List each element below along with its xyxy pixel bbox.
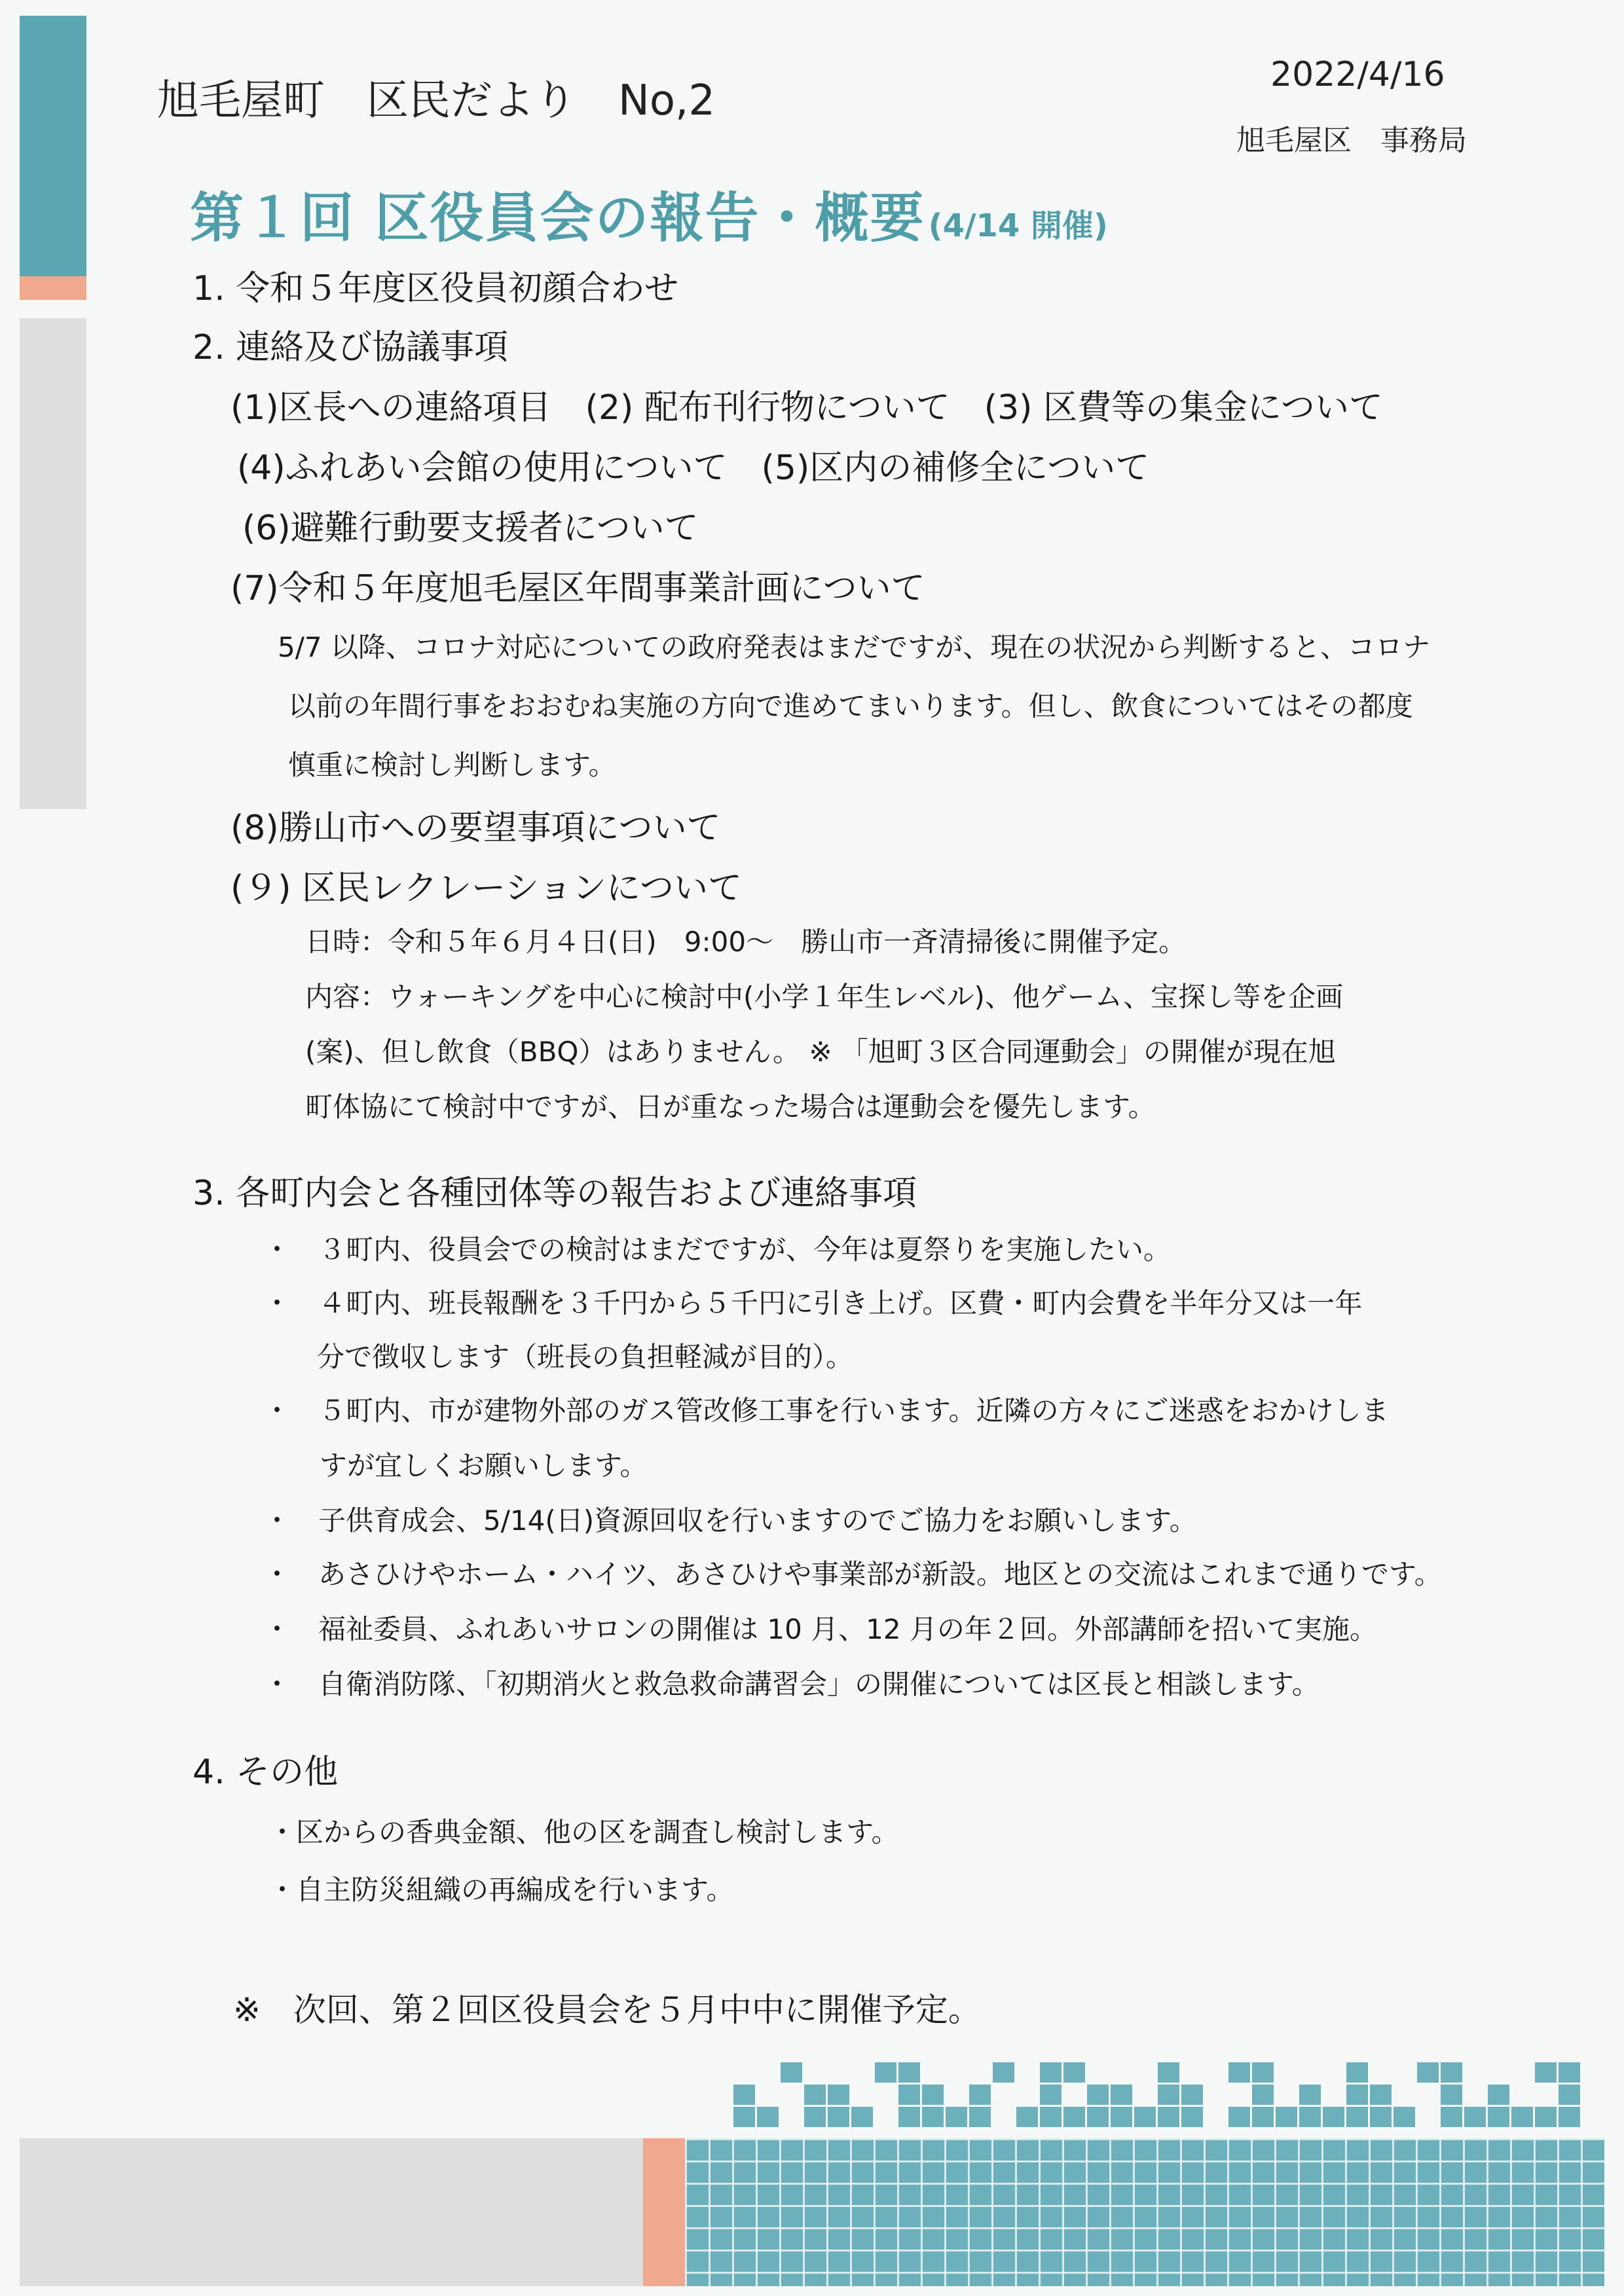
pixel-square [1181,2085,1203,2105]
pixel-square [828,2107,849,2127]
section-2-items-line-2: (4)ふれあい会館の使用について (5)区内の補修全について [237,448,1150,488]
pixel-square [1252,2107,1274,2127]
section-3-bullet-1: ・ ３町内、役員会での検討はまだですが、今年は夏祭りを実施したい。 [263,1233,1172,1266]
pixel-square [1299,2085,1321,2105]
section-3-heading: 3. 各町内会と各種団体等の報告および連絡事項 [193,1174,917,1213]
issue-date: 2022/4/16 [1270,55,1445,94]
pixel-square [733,2085,755,2105]
section-4-heading: 4. その他 [193,1753,339,1792]
pixel-square [1040,2062,1061,2083]
item-9-content-1: 内容：ウォーキングを中心に検討中(小学１年生レベル)、他ゲーム、宝探し等を企画 [305,981,1344,1013]
section-1-heading: 1. 令和５年度区役員初顔合わせ [193,269,679,308]
pixel-square [922,2085,944,2105]
pixel-square [1040,2085,1061,2105]
pixel-square [1276,2107,1297,2127]
pixel-square [1559,2107,1580,2127]
pixel-square [1323,2107,1344,2127]
pixel-square [757,2107,779,2127]
pixel-square [733,2107,755,2127]
pixel-square [1393,2107,1415,2127]
pixel-square [1181,2107,1203,2127]
item-7-text-1: 5/7 以降、コロナ対応についての政府発表はまだですが、現在の状況から判断すると、コロナ [278,631,1431,663]
section-4-bullet-1: ・区からの香典金額、他の区を調査し検討します。 [268,1816,899,1848]
pixel-square [1559,2062,1580,2083]
section-3-bullet-7: ・ 自衛消防隊、「初期消火と救急救命講習会」の開催については区長と相談します。 [263,1668,1320,1700]
pixel-square [804,2085,826,2105]
pixel-square [898,2085,920,2105]
item-7-text-3: 慎重に検討し判断します。 [288,749,616,781]
section-3-bullet-4: ・ 子供育成会、5/14(日)資源回収を行いますのでご協力をお願いします。 [263,1504,1197,1537]
pixel-square [1063,2107,1085,2127]
pixel-square [1346,2107,1368,2127]
page-title-date: (4/14 開催) [928,208,1108,244]
section-2-items-line-3: (6)避難行動要支援者について [242,509,699,548]
pixel-square [1441,2085,1462,2105]
pixel-square [1535,2062,1557,2083]
pixel-square [1464,2107,1486,2127]
pixel-square [1441,2107,1462,2127]
pixel-square [922,2107,944,2127]
pixel-square [898,2062,920,2083]
pixel-square [1488,2107,1509,2127]
section-3-bullet-5: ・ あさひけやホーム・ハイツ、あさひけや事業部が新設。地区との交流はこれまで通りです。 [263,1558,1442,1590]
pixel-square [1346,2062,1368,2083]
issuing-office: 旭毛屋区 事務局 [1236,124,1467,157]
footer-bar-grey [20,2138,643,2286]
section-3-bullet-3-cont: すが宜しくお願いします。 [320,1449,648,1482]
pixel-square [993,2062,1014,2083]
page-title-group [190,175,1108,252]
pixel-square [1346,2085,1368,2105]
pixel-square [969,2107,991,2127]
side-stripe-teal [20,16,86,276]
pixel-square [1111,2085,1132,2105]
footer-grid-pattern [685,2138,1604,2286]
pixel-square [1488,2085,1509,2105]
section-4-bullet-2: ・自主防災組織の再編成を行います。 [268,1874,734,1906]
page-title: 第１回 区役員会の報告・概要 [190,187,925,249]
pixel-square [1087,2107,1109,2127]
pixel-square [1087,2085,1109,2105]
pixel-square [1040,2107,1061,2127]
pixel-square [1016,2107,1038,2127]
pixel-square [851,2107,873,2127]
footer-bar-salmon [643,2138,685,2286]
item-9-datetime: 日時：令和５年６月４日(日) 9:00～ 勝山市一斉清掃後に開催予定。 [305,926,1187,958]
pixel-square [1063,2062,1085,2083]
pixel-square [1158,2107,1179,2127]
section-2-item-9: (９) 区民レクレーションについて [231,869,742,908]
pixel-square [1252,2085,1274,2105]
pixel-square [1559,2085,1580,2105]
pixel-square [875,2062,896,2083]
section-2-items-line-1: (1)区長への連絡項目 (2) 配布刊行物について (3) 区費等の集金について [231,388,1383,428]
item-7-text-2: 以前の年間行事をおおむね実施の方向で進めてまいります。但し、飲食についてはその都度 [288,690,1413,722]
section-2-heading: 2. 連絡及び協議事項 [193,328,509,367]
section-3-bullet-2: ・ ４町内、班長報酬を３千円から５千円に引き上げ。区費・町内会費を半年分又は一年 [263,1287,1363,1319]
side-stripe-salmon [20,276,86,300]
section-3-bullet-3: ・ ５町内、市が建物外部のガス管改修工事を行います。近隣の方々にご迷惑をおかけしま [263,1394,1389,1427]
item-9-content-3: 町体協にて検討中ですが、日が重なった場合は運動会を優先します。 [305,1091,1156,1123]
pixel-square [898,2107,920,2127]
pixel-square [1417,2062,1439,2083]
pixel-square [1252,2062,1274,2083]
side-stripe-grey [20,318,86,809]
pixel-square [1370,2107,1392,2127]
section-3-bullet-2-cont: 分で徴収します（班長の負担軽減が目的）。 [317,1341,854,1373]
pixel-square [969,2085,991,2105]
pixel-square [781,2062,802,2083]
pixel-square [1511,2107,1533,2127]
pixel-square [1441,2062,1462,2083]
pixel-square [1158,2085,1179,2105]
pixel-square [804,2107,826,2127]
pixel-square [1228,2107,1250,2127]
pixel-square [1370,2085,1392,2105]
pixel-square [1535,2107,1557,2127]
pixel-square [1158,2062,1179,2083]
section-2-item-8: (8)勝山市への要望事項について [231,809,721,848]
pixel-square [1228,2062,1250,2083]
pixel-square [1134,2107,1156,2127]
pixel-square [1299,2107,1321,2127]
pixel-square [828,2085,849,2105]
section-2-item-7: (7)令和５年度旭毛屋区年間事業計画について [231,569,925,608]
pixel-square [1111,2107,1132,2127]
newsletter-title: 旭毛屋町 区民だより No,2 [157,77,716,125]
next-meeting-note: ※ 次回、第２回区役員会を５月中中に開催予定。 [233,1991,981,2029]
section-3-bullet-6: ・ 福祉委員、ふれあいサロンの開催は 10 月、12 月の年２回。外部講師を招いて実施。 [263,1613,1377,1645]
pixel-square [946,2107,967,2127]
item-9-content-2: (案)、但し飲食（BBQ）はありません。 ※ 「旭町３区合同運動会」の開催が現在旭 [305,1036,1336,1068]
